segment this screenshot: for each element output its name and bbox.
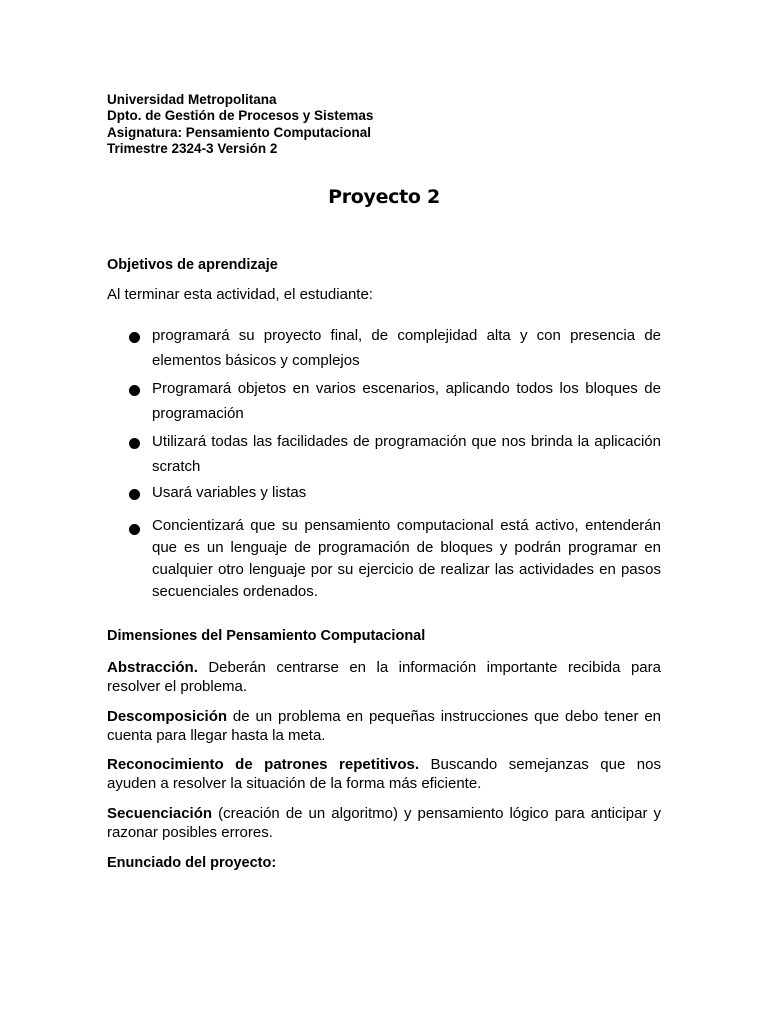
department-name: Dpto. de Gestión de Procesos y Sistemas — [107, 108, 374, 124]
bullet-icon — [129, 332, 140, 343]
dimension-sequencing — [107, 804, 661, 842]
subject-name: Asignatura: Pensamiento Computacional — [107, 124, 372, 140]
dimension-term: Descomposición — [107, 708, 228, 725]
objective-text-body: Concientizará que su pensamiento computacional está activo, entenderán que es un lenguaje de programación de bloques y podrán programar en cualquier otro lenguaje por su ejercicio de realizar las actividades en pasos secuenciales ordenados. — [152, 517, 661, 600]
dimension-text: Deberán centrarse en la información importante recibida para resolver el problema. — [107, 659, 661, 695]
objective-text: Programará objetos en varios escenarios, aplicando todos los bloques de programación — [152, 380, 661, 422]
objective-text — [152, 515, 661, 603]
dimension-text: Buscando semejanzas que nos ayuden a resolver la situación de la forma más eficiente. — [107, 756, 661, 792]
dimension-text: de un problema en pequeñas instrucciones que debo tener en cuenta para llegar hasta la meta. — [107, 708, 661, 744]
objectives-heading: Objetivos de aprendizaje — [107, 257, 278, 273]
bullet-icon — [129, 524, 140, 535]
objectives-intro: Al terminar esta actividad, el estudiante: — [107, 286, 373, 303]
dimension-term: Abstracción. — [107, 659, 198, 676]
dimension-decomposition — [107, 707, 661, 745]
term-version: Trimestre 2324-3 Versión 2 — [107, 140, 278, 156]
objective-text: programará su proyecto final, de complejidad alta y con presencia de elementos básicos y complejos — [152, 327, 661, 369]
document-title: Proyecto 2 — [328, 186, 440, 208]
dimension-abstraction — [107, 658, 661, 696]
document-header — [107, 92, 373, 157]
objective-text: Utilizará todas las facilidades de programación que nos brinda la aplicación scratch — [152, 433, 661, 475]
dimensions-heading: Dimensiones del Pensamiento Computacional — [107, 628, 426, 644]
bullet-icon — [129, 489, 140, 500]
bullet-icon — [129, 385, 140, 396]
dimension-term: Reconocimiento de patrones repetitivos. — [107, 756, 420, 773]
dimension-text: (creación de un algoritmo) y pensamiento lógico para anticipar y razonar posibles errores. — [107, 805, 661, 841]
dimension-patterns — [107, 755, 661, 793]
objective-text: Usará variables y listas — [152, 484, 307, 501]
bullet-icon — [129, 438, 140, 449]
dimension-term: Secuenciación — [107, 805, 213, 822]
university-name: Universidad Metropolitana — [107, 92, 277, 107]
statement-heading: Enunciado del proyecto: — [107, 855, 277, 871]
